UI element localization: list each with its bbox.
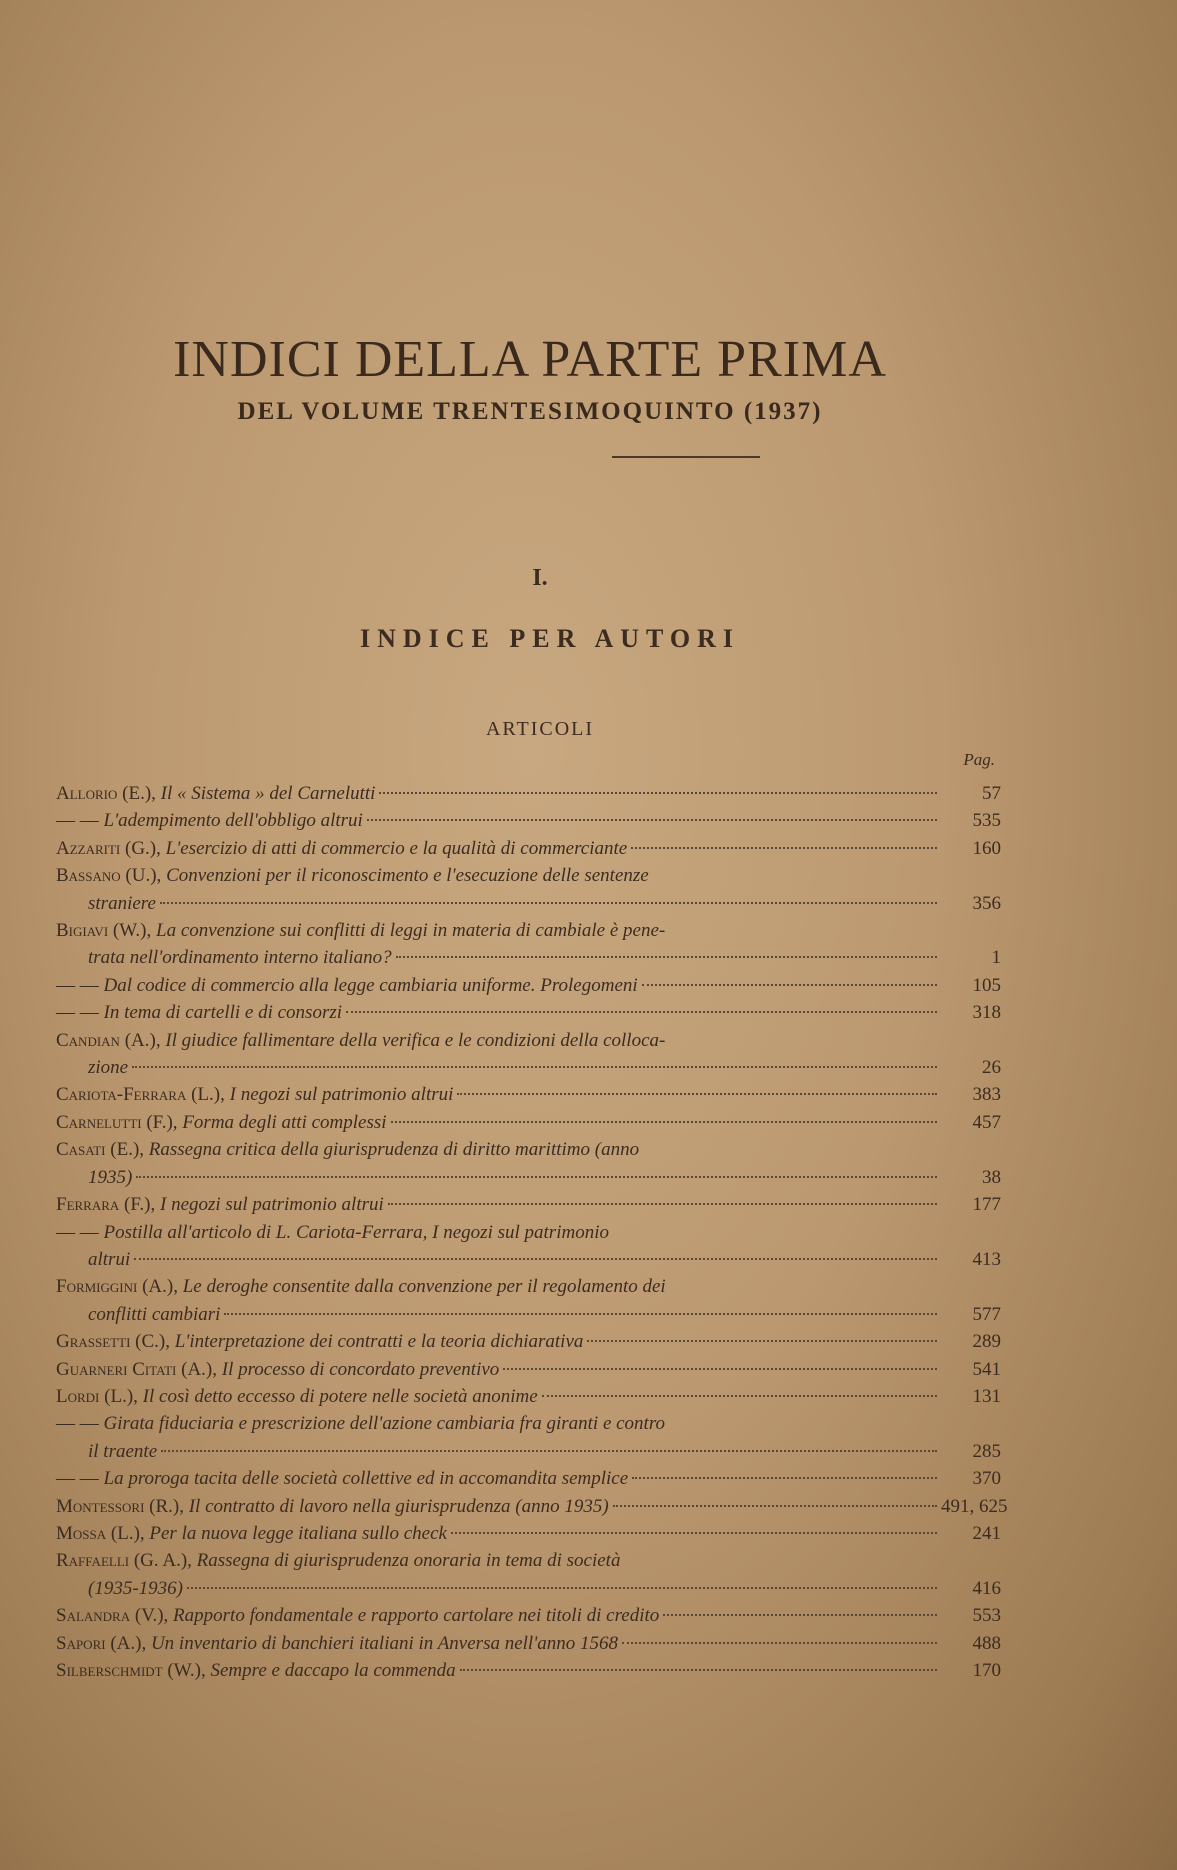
entry-author: Ferrara (F.), — [56, 1194, 156, 1216]
index-entry — [56, 1328, 1001, 1355]
index-entry — [56, 1219, 1001, 1274]
dot-leader — [160, 902, 937, 904]
entry-author: Cariota-Ferrara (L.), — [56, 1084, 225, 1106]
entry-title: Convenzioni per il riconoscimento e l'esecuzione delle sentenze — [166, 865, 649, 887]
title-divider — [612, 456, 760, 458]
entry-title: La convenzione sui conflitti di leggi in materia di cambiale è pene- — [156, 920, 666, 942]
entry-author: Casati (E.), — [56, 1139, 145, 1161]
entry-page: 170 — [972, 1660, 1001, 1681]
index-entry — [56, 1630, 1001, 1657]
volume-subtitle: DEL VOLUME TRENTESIMOQUINTO (1937) — [237, 398, 823, 425]
dot-leader — [613, 1505, 937, 1507]
entry-author: — — — [56, 1221, 99, 1243]
entry-title: L'adempimento dell'obbligo altrui — [103, 810, 363, 832]
entry-title: L'interpretazione dei contratti e la teoria dichiarativa — [174, 1331, 584, 1353]
dot-leader — [132, 1066, 937, 1068]
index-entry — [56, 1136, 1001, 1191]
entry-page: 413 — [972, 1248, 1001, 1270]
entry-page: 491, 625 — [941, 1495, 1008, 1517]
dot-leader — [379, 792, 937, 794]
index-entry — [56, 780, 1001, 807]
entry-page: 541 — [972, 1358, 1001, 1380]
entry-author: Silberschmidt (W.), — [56, 1660, 206, 1681]
entry-title-continuation: (1935-1936) — [88, 1577, 183, 1599]
dot-leader — [346, 1011, 937, 1013]
entry-title: Rassegna critica della giurisprudenza di diritto marittimo (anno — [148, 1139, 640, 1161]
entry-page: 416 — [972, 1577, 1001, 1599]
entry-title: I negozi sul patrimonio altrui — [160, 1194, 384, 1216]
entry-page: 38 — [982, 1166, 1001, 1188]
entry-title: Sempre e daccapo la commenda — [210, 1660, 456, 1681]
dot-leader — [542, 1395, 937, 1397]
entry-title-continuation: 1935) — [88, 1166, 133, 1188]
entry-author: — — — [56, 810, 99, 832]
index-entry — [56, 862, 1001, 917]
entry-title-continuation: altrui — [88, 1248, 131, 1270]
index-entry — [56, 1465, 1001, 1492]
entry-title: In tema di cartelli e di consorzi — [103, 1002, 343, 1024]
entry-title: Le deroghe consentite dalla convenzione per il regolamento dei — [182, 1276, 666, 1298]
entry-title: Il « Sistema » del Carnelutti — [160, 783, 376, 804]
index-entry — [56, 1602, 1001, 1629]
entry-page: 57 — [982, 783, 1001, 804]
entry-title-continuation: conflitti cambiari — [88, 1303, 221, 1325]
index-entry — [56, 1410, 1001, 1465]
dot-leader — [642, 984, 937, 986]
dot-leader — [388, 1203, 937, 1205]
dot-leader — [134, 1258, 937, 1260]
entry-title: Il giudice fallimentare della verifica e le condizioni della colloca- — [165, 1029, 666, 1051]
entry-author: Grassetti (C.), — [56, 1331, 170, 1353]
entry-page: 488 — [972, 1632, 1001, 1654]
entry-page: 289 — [972, 1331, 1001, 1353]
entry-page: 535 — [972, 810, 1001, 832]
dot-leader — [391, 1121, 937, 1123]
entry-title: Girata fiduciaria e prescrizione dell'azione cambiaria fra giranti e contro — [103, 1413, 666, 1435]
dot-leader — [161, 1450, 937, 1452]
entry-author: Raffaelli (G. A.), — [56, 1550, 192, 1572]
index-entry — [56, 999, 1001, 1026]
entry-title-continuation: il traente — [88, 1440, 158, 1462]
dot-leader — [632, 1477, 937, 1479]
entry-author: Montessori (R.), — [56, 1495, 184, 1517]
index-entry — [56, 1520, 1001, 1547]
index-entry — [56, 1547, 1001, 1602]
index-entry — [56, 917, 1001, 972]
entry-page: 457 — [972, 1111, 1001, 1133]
index-entry — [56, 835, 1001, 862]
dot-leader — [460, 1669, 937, 1671]
entry-author: — — — [56, 1468, 99, 1490]
subsection-title: ARTICOLI — [485, 718, 595, 740]
entry-title: Dal codice di commercio alla legge cambiaria uniforme. Prolegomeni — [103, 974, 638, 996]
entry-author: Bassano (U.), — [56, 865, 162, 887]
entry-author: Carnelutti (F.), — [56, 1111, 178, 1133]
page-column-header: Pag. — [963, 750, 995, 769]
entry-author: Sapori (A.), — [56, 1632, 147, 1654]
section-number: I. — [532, 565, 548, 591]
entry-title: I negozi sul patrimonio altrui — [229, 1084, 454, 1106]
entry-page: 553 — [972, 1605, 1001, 1627]
entry-page: 131 — [972, 1385, 1001, 1407]
dot-leader — [136, 1176, 937, 1178]
entry-title-continuation: zione — [88, 1057, 129, 1079]
entry-page: 383 — [972, 1084, 1001, 1106]
entry-title-continuation: straniere — [88, 892, 156, 914]
entry-page: 356 — [972, 892, 1001, 914]
index-entry — [56, 972, 1001, 999]
entry-author: Allorio (E.), — [56, 783, 156, 804]
entry-author: Formiggini (A.), — [56, 1276, 178, 1298]
entry-title-continuation: trata nell'ordinamento interno italiano? — [88, 947, 392, 969]
entry-title: L'esercizio di atti di commercio e la qualità di commerciante — [165, 837, 628, 859]
dot-leader — [224, 1313, 937, 1315]
dot-leader — [631, 847, 937, 849]
index-entry — [56, 807, 1001, 834]
index-entry — [56, 1081, 1001, 1108]
entry-title: Forma degli atti complessi — [182, 1111, 387, 1133]
entry-title: La proroga tacita delle società collettive ed in accomandita semplice — [103, 1468, 629, 1490]
entry-title: Il processo di concordato preventivo — [221, 1358, 500, 1380]
entry-title: Postilla all'articolo di L. Cariota-Ferrara, I negozi sul patrimonio — [103, 1221, 609, 1243]
index-entry — [56, 1273, 1001, 1328]
entry-author: Candian (A.), — [56, 1029, 161, 1051]
entry-page: 1 — [991, 947, 1001, 969]
author-index-list — [56, 780, 1008, 1684]
entry-page: 318 — [972, 1002, 1001, 1024]
dot-leader — [187, 1587, 937, 1589]
dot-leader — [457, 1093, 937, 1095]
dot-leader — [503, 1368, 937, 1370]
entry-page: 370 — [972, 1468, 1001, 1490]
index-entry — [56, 1109, 1001, 1136]
entry-author: Bigiavi (W.), — [56, 920, 152, 942]
index-entry — [56, 1383, 1001, 1410]
index-entry — [56, 1657, 1001, 1684]
entry-page: 241 — [972, 1522, 1001, 1544]
entry-title: Per la nuova legge italiana sullo check — [149, 1522, 447, 1544]
index-entry — [56, 1027, 1001, 1082]
dot-leader — [587, 1340, 937, 1342]
dot-leader — [663, 1614, 937, 1616]
dot-leader — [367, 819, 937, 821]
section-title: INDICE PER AUTORI — [359, 624, 740, 653]
entry-author: Guarneri Citati (A.), — [56, 1358, 217, 1380]
entry-page: 105 — [972, 974, 1001, 996]
index-entry — [56, 1356, 1001, 1383]
entry-title: Il così detto eccesso di potere nelle società anonime — [142, 1385, 538, 1407]
entry-title: Il contratto di lavoro nella giurisprudenza (anno 1935) — [188, 1495, 609, 1517]
entry-title: Rapporto fondamentale e rapporto cartolare nei titoli di credito — [173, 1605, 660, 1627]
entry-author: Lordi (L.), — [56, 1385, 138, 1407]
main-title: INDICI DELLA PARTE PRIMA — [173, 331, 887, 388]
entry-author: — — — [56, 974, 99, 996]
entry-page: 577 — [972, 1303, 1001, 1325]
dot-leader — [396, 956, 937, 958]
index-entry — [56, 1191, 1001, 1218]
dot-leader — [451, 1532, 937, 1534]
entry-page: 160 — [972, 837, 1001, 859]
entry-page: 177 — [972, 1194, 1001, 1216]
entry-title: Un inventario di banchieri italiani in Anversa nell'anno 1568 — [150, 1632, 619, 1654]
entry-author: Salandra (V.), — [56, 1605, 169, 1627]
entry-page: 285 — [972, 1440, 1001, 1462]
index-entry — [56, 1493, 1008, 1520]
entry-author: Mossa (L.), — [56, 1522, 145, 1544]
entry-page: 26 — [982, 1057, 1001, 1079]
entry-author: — — — [56, 1413, 99, 1435]
entry-author: — — — [56, 1002, 99, 1024]
entry-title: Rassegna di giurisprudenza onoraria in tema di società — [196, 1550, 621, 1572]
dot-leader — [622, 1642, 937, 1644]
entry-author: Azzariti (G.), — [56, 837, 161, 859]
